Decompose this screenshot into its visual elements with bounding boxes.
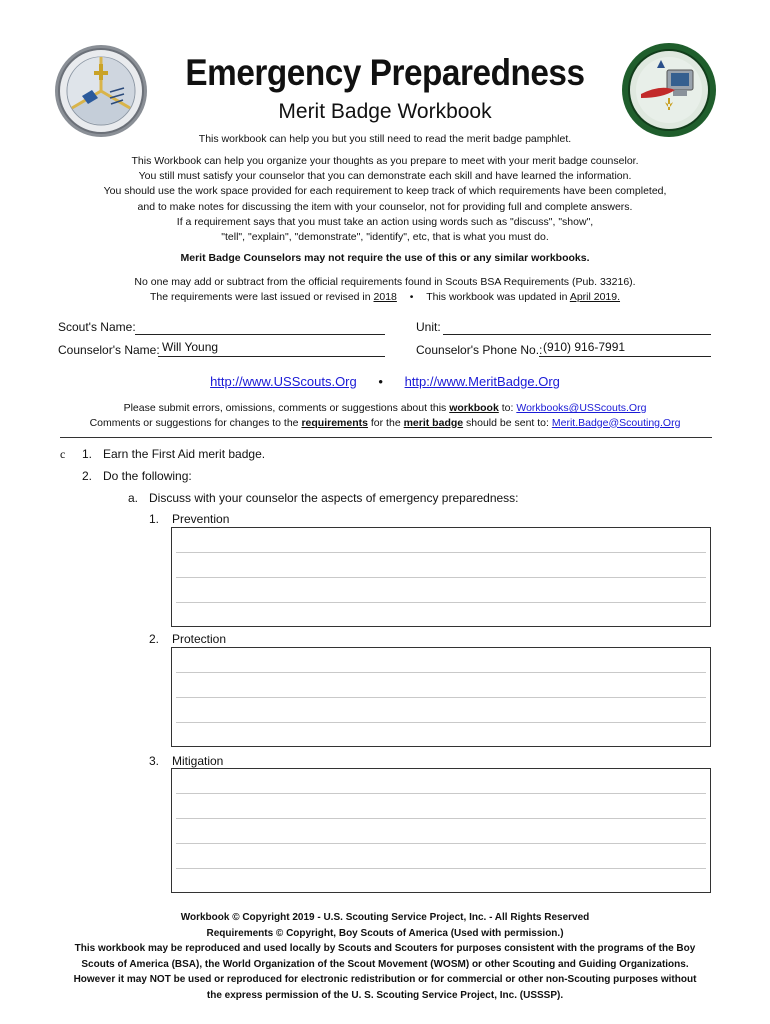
submit-line2-mid2: should be sent to:: [466, 416, 549, 429]
req1-checkbox[interactable]: c: [60, 447, 66, 461]
counselor-note: Merit Badge Counselors may not require the use of this or any similar workbooks.: [180, 252, 590, 264]
submit-line1-mid: to:: [501, 402, 514, 414]
intro-paragraph-line: and to make notes for discussing the item with your counselor, not for providing full and complete answers.: [137, 200, 633, 213]
official-requirements-note: No one may add or subtract from the official requirements found in Scouts BSA Requirements (Pub. 33216).: [134, 276, 636, 288]
footer-notice-line: This workbook may be reproduced and used locally by Scouts and Scouters for purposes consistent with the programs of the Boy: [74, 943, 696, 954]
intro-paragraph-line: This Workbook can help you organize your thoughts as you prepare to meet with your merit badge counselor.: [131, 155, 639, 167]
protection-answer-box[interactable]: [171, 647, 711, 747]
scout-name-field[interactable]: [135, 320, 385, 335]
footer-copyright-line: Requirements © Copyright, Boy Scouts of America (Used with permission.): [206, 927, 564, 939]
intro-paragraph-line: "tell", "explain", "demonstrate", "identify", etc, that is what you must do.: [221, 231, 549, 244]
footer-copyright: [0, 910, 770, 941]
submit-workbook: workbook: [449, 402, 499, 414]
updated-prefix: This workbook was updated in: [426, 291, 568, 303]
scout-name-label: Scout's Name:: [58, 320, 136, 334]
submit-line1-pre: Please submit errors, omissions, comments or suggestions about this: [123, 402, 447, 414]
footer-notice-line: Scouts of America (BSA), the World Organization of the Scout Movement (WOSM) or other Scouting and Guiding Organizations.: [81, 958, 689, 970]
footer-notice: [0, 941, 770, 1003]
req2-text: Do the following:: [103, 469, 192, 483]
page-subtitle: Merit Badge Workbook: [278, 100, 492, 123]
intro-note: This workbook can help you but you still need to read the merit badge pamphlet.: [198, 133, 572, 145]
mitigation-answer-box[interactable]: [171, 768, 711, 893]
updated-date: April 2019.: [569, 291, 621, 303]
req1-text: Earn the First Aid merit badge.: [103, 447, 266, 461]
counselor-name-label: Counselor's Name:: [58, 343, 160, 357]
counselor-phone-label: Counselor's Phone No.:: [416, 343, 543, 357]
req1-number: 1.: [82, 447, 93, 461]
submit-notes: [0, 401, 770, 430]
usscouts-link[interactable]: http://www.USScouts.Org: [210, 374, 357, 389]
submit-merit-badge: merit badge: [403, 416, 464, 429]
footer-notice-line: the express permission of the U. S. Scouting Service Project, Inc. (USSSP).: [206, 989, 564, 1001]
revision-year: 2018: [373, 291, 397, 303]
item-label-prevention: Prevention: [172, 512, 230, 526]
revision-bullet: •: [409, 291, 414, 303]
submit-line2-pre: Comments or suggestions for changes to the: [89, 416, 299, 429]
intro-paragraph-line: You should use the work space provided for each requirement to keep track of which requirements have been completed,: [103, 185, 667, 198]
meritbadge-email-link[interactable]: Merit.Badge@Scouting.Org: [551, 416, 681, 429]
req2a-text: Discuss with your counselor the aspects of emergency preparedness:: [149, 491, 519, 505]
counselor-phone-field[interactable]: (910) 916-7991: [539, 340, 711, 357]
req2a-letter: a.: [128, 491, 139, 505]
links-bullet: •: [378, 374, 383, 389]
meritbadge-link[interactable]: http://www.MeritBadge.Org: [404, 374, 560, 389]
item-label-protection: Protection: [172, 632, 227, 646]
page-title: Emergency Preparedness: [185, 52, 585, 93]
links-row: [0, 374, 770, 389]
intro-paragraph: [0, 154, 770, 245]
req2-number: 2.: [82, 469, 93, 483]
item-label-mitigation: Mitigation: [172, 754, 224, 768]
section-divider: [60, 437, 712, 438]
prevention-answer-box[interactable]: [171, 527, 711, 627]
item-number: 1.: [149, 512, 160, 526]
revision-prefix: The requirements were last issued or revised in: [149, 291, 371, 303]
submit-line2-mid: for the: [370, 416, 401, 429]
intro-paragraph-line: You still must satisfy your counselor that you can demonstrate each skill and have learned the information.: [138, 170, 632, 183]
submit-requirements: requirements: [301, 416, 368, 429]
unit-label: Unit:: [416, 320, 441, 334]
intro-paragraph-line: If a requirement says that you must take an action using words such as "discuss", "show",: [176, 215, 594, 228]
unit-field[interactable]: [443, 320, 711, 335]
counselor-name-field[interactable]: Will Young: [158, 340, 385, 357]
revision-line: [0, 291, 770, 303]
item-number: 2.: [149, 632, 160, 646]
footer-copyright-line: Workbook © Copyright 2019 - U.S. Scouting Service Project, Inc. - All Rights Reserved: [180, 912, 590, 923]
item-number: 3.: [149, 754, 160, 768]
footer-notice-line: However it may NOT be used or reproduced for electronic redistribution or for commercial or other non-Scouting purposes without: [73, 974, 697, 985]
workbooks-email-link[interactable]: Workbooks@USScouts.Org: [516, 402, 647, 414]
